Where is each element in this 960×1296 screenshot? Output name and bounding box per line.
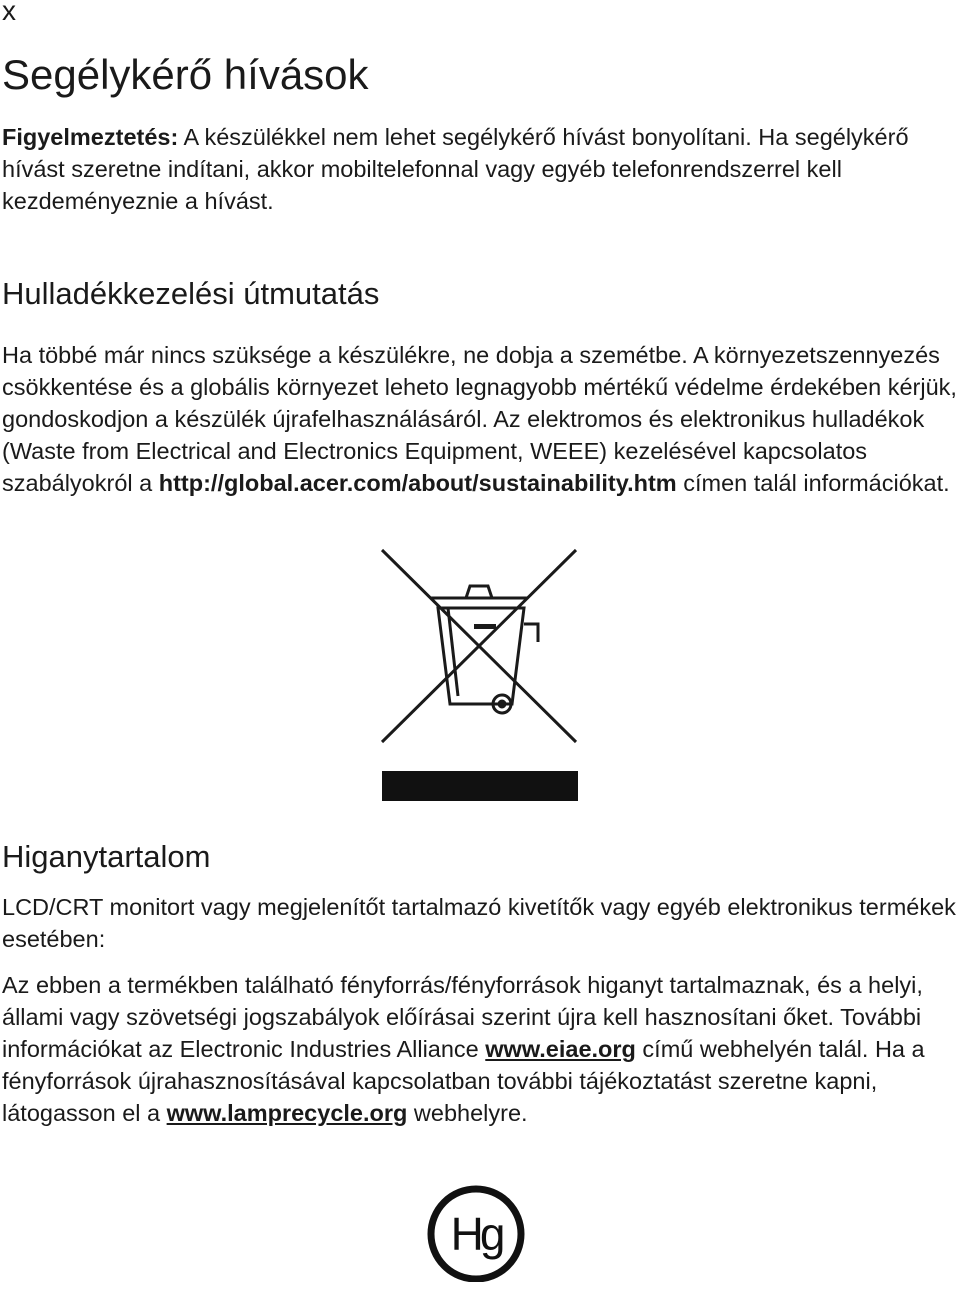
mercury-hg-icon [426,1182,526,1282]
disposal-text-end: címen talál információkat. [676,470,950,496]
weee-crossed-bin-icon [378,546,582,804]
sustainability-link[interactable]: http://global.acer.com/about/sustainability.htm [158,470,677,496]
section-title-mercury: Higanytartalom [2,839,211,874]
eiae-link[interactable]: www.eiae.org [485,1036,636,1062]
lamprecycle-link[interactable]: www.lamprecycle.org [166,1100,408,1126]
emergency-warning-paragraph [2,121,958,217]
warning-text: A készülékkel nem lehet segélykérő hívást bonyolítani. Ha segélykérő hívást szeretne indítani, akkor mobiltelefonnal vagy egyéb telefonrendszerrel kell kezdeményeznie a hívást. [2,124,909,214]
page-mark: x [2,0,16,26]
mercury-text-middle: című webhelyén talál. Ha a fényforrások újrahasznosításával kapcsolatban további tájékoztatást szeretne kapni, látogasson el a [2,1036,925,1126]
hg-label: Hg [450,1208,502,1260]
warning-label: Figyelmeztetés: [2,124,179,150]
disposal-paragraph [2,339,958,499]
mercury-text: Az ebben a termékben található fényforrás/fényforrások higanyt tartalmaznak, és a helyi, állami vagy szövetségi jogszabályok előírásai szerint újra kell hasznosítani őket. További információkat az Electronic Industries Alliance [2,972,923,1062]
mercury-paragraph [2,969,958,1129]
mercury-intro-paragraph: LCD/CRT monitort vagy megjelenítőt tartalmazó kivetítők vagy egyéb elektronikus termékek esetében: [2,894,956,952]
disposal-text: Ha többé már nincs szüksége a készülékre, ne dobja a szemétbe. A környezetszennyezés csökkentése és a globális környezet leheto legnagyobb mértékű védelme érdekében kérjük, gondoskodjon a készülék újrafelhasználásáról. Az elektromos és elektronikus hulladékok (Waste from Electrical and Electronics Equipment, WEEE) kezelésével kapcsolatos szabályokról a [2,342,957,496]
section-title-disposal: Hulladékkezelési útmutatás [2,276,380,311]
mercury-text-end: webhelyre. [407,1100,528,1126]
section-title-emergency: Segélykérő hívások [2,51,369,98]
